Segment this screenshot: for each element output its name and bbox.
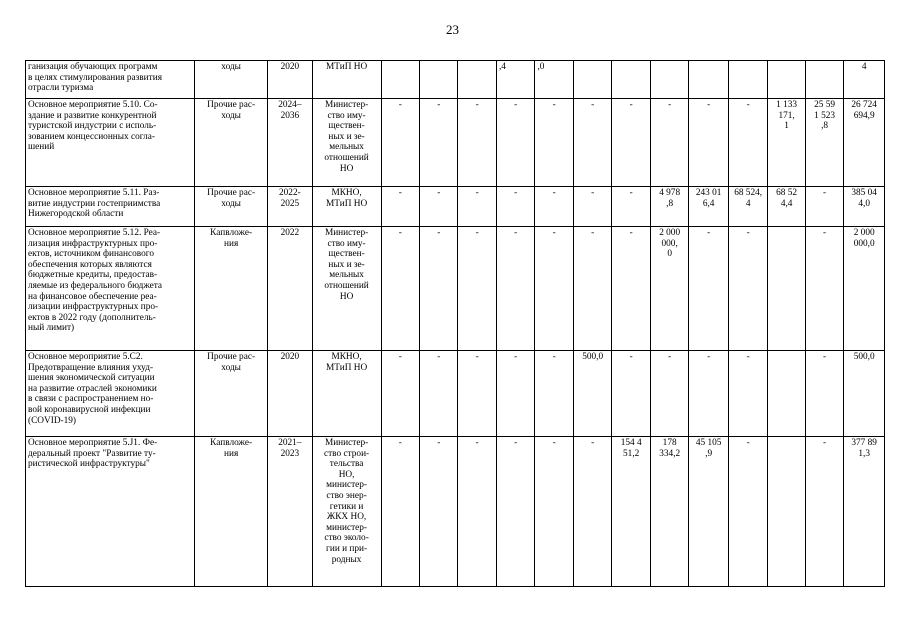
- cell-amount-text: -: [437, 228, 441, 238]
- cell-amount-text: 385 04 4,0: [851, 188, 877, 209]
- cell-amount: [496, 187, 534, 227]
- cell-activity-name-text: ганизация обучающих программ в целях стимулирования развития отрасли туризма: [28, 62, 162, 94]
- cell-amount: [689, 351, 729, 437]
- cell-amount-text: -: [707, 100, 711, 110]
- cell-amount-text: -: [552, 228, 556, 238]
- cell-executor: [312, 61, 381, 99]
- cell-executor-text: Министер- ство строи- тельства НО, министер- ство энер- гетики и ЖКХ НО, министер- ство эколо- гии и при- родных: [323, 438, 370, 565]
- cell-amount: [805, 227, 843, 351]
- cell-years-text: 2022: [280, 228, 300, 238]
- cell-expense-type: [195, 99, 268, 187]
- cell-amount: [420, 61, 458, 99]
- cell-expense-type-text: Прочие рас- ходы: [207, 188, 256, 209]
- cell-executor: [312, 187, 381, 227]
- cell-amount-text: -: [746, 352, 750, 362]
- cell-executor: [312, 351, 381, 437]
- cell-years: [268, 227, 313, 351]
- cell-expense-type-text: Капвложе- ния: [210, 228, 253, 249]
- cell-amount: [535, 227, 573, 351]
- cell-amount: [650, 437, 688, 587]
- cell-amount: [844, 227, 885, 351]
- cell-amount: [805, 99, 843, 187]
- page-number: 23: [446, 22, 459, 37]
- cell-amount-text: 45 105 ,9: [695, 438, 722, 459]
- cell-amount: [535, 61, 573, 99]
- cell-expense-type: [195, 227, 268, 351]
- cell-amount-text: -: [437, 438, 441, 448]
- cell-amount-text: -: [398, 438, 402, 448]
- cell-amount: [381, 437, 419, 587]
- cell-amount-text: ,0: [537, 62, 545, 72]
- cell-amount-text: 4 978 ,8: [659, 188, 681, 209]
- cell-amount-text: 2 000 000, 0: [659, 228, 681, 260]
- cell-activity-name: [26, 99, 195, 187]
- table-row: [26, 99, 885, 187]
- cell-amount: [612, 187, 650, 227]
- cell-amount: [728, 61, 768, 99]
- cell-expense-type-text: Прочие рас- ходы: [207, 100, 256, 121]
- cell-amount: [844, 351, 885, 437]
- cell-expense-type: [195, 351, 268, 437]
- cell-amount: [535, 437, 573, 587]
- cell-amount-text: -: [629, 352, 633, 362]
- cell-executor-text: Министер- ство иму- ществен- ных и зе- мельных отношений НО: [324, 100, 369, 174]
- cell-amount: [420, 351, 458, 437]
- cell-amount: [420, 99, 458, 187]
- cell-amount: [573, 351, 611, 437]
- cell-amount-text: -: [746, 100, 750, 110]
- cell-activity-name-text: Основное мероприятие 5.10. Со- здание и развитие конкурентной туристской индустрии с исполь- зованием концессионных согла- шений: [28, 100, 158, 153]
- cell-amount-text: -: [552, 100, 556, 110]
- cell-amount: [650, 61, 688, 99]
- cell-activity-name: [26, 437, 195, 587]
- cell-amount: [535, 187, 573, 227]
- cell-amount: [573, 99, 611, 187]
- cell-amount-text: 500,0: [853, 352, 875, 362]
- cell-amount: [496, 61, 534, 99]
- cell-years-text: 2020: [280, 352, 300, 362]
- cell-activity-name-text: Основное мероприятие 5.12. Реа- лизация инфраструктурных про- ектов, источником финансового обеспечения которых являются бюджетные кредиты, предостав- ляемые из федерального бюджета на финансовое обеспечение реа- лизации инфраструктурных про- ектов в 2022 году (дополнитель- ный лимит): [28, 228, 163, 334]
- cell-expense-type-text: Капвложе- ния: [210, 438, 253, 459]
- table-row: [26, 227, 885, 351]
- cell-amount-text: -: [514, 188, 518, 198]
- table-row: [26, 437, 885, 587]
- cell-expense-type: [195, 187, 268, 227]
- cell-amount: [689, 227, 729, 351]
- cell-years-text: 2022- 2025: [279, 188, 301, 209]
- cell-amount-text: -: [746, 438, 750, 448]
- cell-years-text: 2020: [280, 62, 300, 72]
- cell-years: [268, 437, 313, 587]
- cell-amount: [689, 187, 729, 227]
- cell-amount: [805, 351, 843, 437]
- cell-amount-text: -: [437, 188, 441, 198]
- cell-years: [268, 61, 313, 99]
- cell-amount: [458, 187, 496, 227]
- cell-amount-text: 243 01 6,4: [695, 188, 722, 209]
- cell-amount-text: -: [746, 228, 750, 238]
- table-body: [26, 61, 885, 587]
- cell-amount: [496, 351, 534, 437]
- cell-amount: [728, 99, 768, 187]
- cell-amount: [535, 99, 573, 187]
- cell-amount: [420, 187, 458, 227]
- cell-amount-text: 2 000 000,0: [853, 228, 875, 249]
- cell-amount-text: -: [823, 438, 827, 448]
- cell-amount-text: -: [475, 100, 479, 110]
- cell-amount-text: -: [475, 352, 479, 362]
- cell-amount-text: 68 52 4,4: [776, 188, 798, 209]
- cell-years: [268, 351, 313, 437]
- cell-amount: [573, 227, 611, 351]
- cell-activity-name: [26, 61, 195, 99]
- cell-expense-type: [195, 61, 268, 99]
- cell-amount-text: 25 59 1 523 ,8: [814, 100, 836, 132]
- cell-amount-text: -: [398, 100, 402, 110]
- cell-amount-text: 26 724 694,9: [851, 100, 877, 121]
- cell-amount-text: -: [668, 352, 672, 362]
- cell-years: [268, 99, 313, 187]
- cell-amount: [612, 227, 650, 351]
- cell-amount: [805, 437, 843, 587]
- cell-amount: [420, 227, 458, 351]
- cell-amount: [381, 99, 419, 187]
- cell-amount-text: 178 334,2: [659, 438, 681, 459]
- cell-executor-text: МКНО, МТиП НО: [326, 188, 368, 209]
- cell-amount-text: 377 89 1,3: [851, 438, 877, 459]
- cell-activity-name-text: Основное мероприятие 5.11. Раз- витие индустрии гостеприимства Нижегородской области: [28, 188, 161, 220]
- cell-amount: [496, 437, 534, 587]
- cell-amount: [650, 187, 688, 227]
- cell-amount: [844, 99, 885, 187]
- cell-executor-text: МКНО, МТиП НО: [326, 352, 368, 373]
- cell-amount: [458, 351, 496, 437]
- cell-amount: [612, 61, 650, 99]
- cell-amount-text: -: [398, 188, 402, 198]
- cell-amount: [381, 351, 419, 437]
- cell-amount-text: 500,0: [582, 352, 604, 362]
- cell-amount: [381, 61, 419, 99]
- cell-amount-text: -: [668, 100, 672, 110]
- cell-amount: [573, 187, 611, 227]
- cell-amount-text: -: [552, 438, 556, 448]
- cell-expense-type-text: Прочие рас- ходы: [207, 352, 256, 373]
- cell-amount: [768, 227, 805, 351]
- cell-amount-text: 4: [861, 62, 867, 72]
- cell-executor: [312, 227, 381, 351]
- cell-amount: [573, 61, 611, 99]
- cell-amount: [612, 351, 650, 437]
- cell-years: [268, 187, 313, 227]
- cell-amount-text: -: [398, 352, 402, 362]
- cell-amount: [420, 437, 458, 587]
- cell-amount: [458, 99, 496, 187]
- cell-amount: [612, 437, 650, 587]
- cell-amount: [496, 227, 534, 351]
- table-row: [26, 187, 885, 227]
- cell-amount-text: -: [591, 188, 595, 198]
- cell-amount: [458, 437, 496, 587]
- cell-amount: [612, 99, 650, 187]
- cell-amount: [844, 61, 885, 99]
- cell-amount-text: -: [514, 228, 518, 238]
- cell-amount: [768, 437, 805, 587]
- cell-amount-text: -: [629, 188, 633, 198]
- cell-amount-text: -: [437, 100, 441, 110]
- cell-activity-name: [26, 351, 195, 437]
- cell-amount: [458, 61, 496, 99]
- cell-amount: [805, 187, 843, 227]
- cell-amount: [805, 61, 843, 99]
- cell-amount-text: -: [591, 438, 595, 448]
- cell-amount: [728, 437, 768, 587]
- cell-activity-name: [26, 227, 195, 351]
- cell-years-text: 2021– 2023: [278, 438, 302, 459]
- cell-years-text: 2024– 2036: [278, 100, 302, 121]
- table-row: [26, 61, 885, 99]
- cell-amount-text: -: [475, 438, 479, 448]
- cell-amount: [768, 99, 805, 187]
- cell-executor: [312, 437, 381, 587]
- cell-amount-text: -: [591, 100, 595, 110]
- cell-amount: [728, 187, 768, 227]
- cell-amount-text: -: [514, 438, 518, 448]
- cell-amount-text: -: [629, 100, 633, 110]
- cell-amount-text: -: [552, 188, 556, 198]
- cell-expense-type-text: ходы: [221, 62, 241, 72]
- cell-amount-text: -: [552, 352, 556, 362]
- cell-amount: [381, 227, 419, 351]
- cell-amount: [381, 187, 419, 227]
- cell-amount-text: -: [398, 228, 402, 238]
- cell-amount: [496, 99, 534, 187]
- cell-amount-text: -: [475, 228, 479, 238]
- cell-amount: [573, 437, 611, 587]
- cell-amount: [728, 351, 768, 437]
- cell-amount-text: -: [707, 228, 711, 238]
- cell-amount: [689, 437, 729, 587]
- cell-amount: [689, 61, 729, 99]
- cell-expense-type: [195, 437, 268, 587]
- cell-amount: [844, 187, 885, 227]
- cell-amount: [844, 437, 885, 587]
- cell-executor-text: МТиП НО: [326, 62, 368, 72]
- cell-amount: [689, 99, 729, 187]
- cell-amount: [650, 351, 688, 437]
- cell-amount: [650, 227, 688, 351]
- budget-table: [25, 60, 885, 587]
- cell-amount: [768, 351, 805, 437]
- cell-amount-text: ,4: [498, 62, 506, 72]
- table-row: [26, 351, 885, 437]
- cell-activity-name: [26, 187, 195, 227]
- cell-amount-text: -: [475, 188, 479, 198]
- cell-amount-text: -: [629, 228, 633, 238]
- cell-amount-text: -: [823, 188, 827, 198]
- cell-amount-text: 1 133 171, 1: [776, 100, 798, 132]
- cell-amount: [768, 61, 805, 99]
- cell-amount: [650, 99, 688, 187]
- cell-amount-text: -: [707, 352, 711, 362]
- cell-activity-name-text: Основное мероприятие 5.J1. Фе- деральный проект "Развитие ту- ристической инфраструктуры": [28, 438, 158, 470]
- cell-amount: [768, 187, 805, 227]
- cell-amount-text: -: [514, 352, 518, 362]
- cell-amount-text: -: [591, 228, 595, 238]
- cell-amount-text: -: [437, 352, 441, 362]
- cell-amount: [458, 227, 496, 351]
- cell-executor: [312, 99, 381, 187]
- cell-amount: [728, 227, 768, 351]
- cell-amount-text: 68 524, 4: [734, 188, 763, 209]
- cell-amount-text: 154 4 51,2: [620, 438, 642, 459]
- cell-activity-name-text: Основное мероприятие 5.С2. Предотвращение влияния ухуд- шения экономической ситуации на развитие отраслей экономики в связи с распространением но- вой коронавирусной инфекции (COVID-19): [28, 352, 157, 426]
- cell-amount-text: -: [823, 352, 827, 362]
- cell-amount: [535, 351, 573, 437]
- cell-executor-text: Министер- ство иму- ществен- ных и зе- мельных отношений НО: [324, 228, 369, 302]
- cell-amount-text: -: [823, 228, 827, 238]
- cell-amount-text: -: [514, 100, 518, 110]
